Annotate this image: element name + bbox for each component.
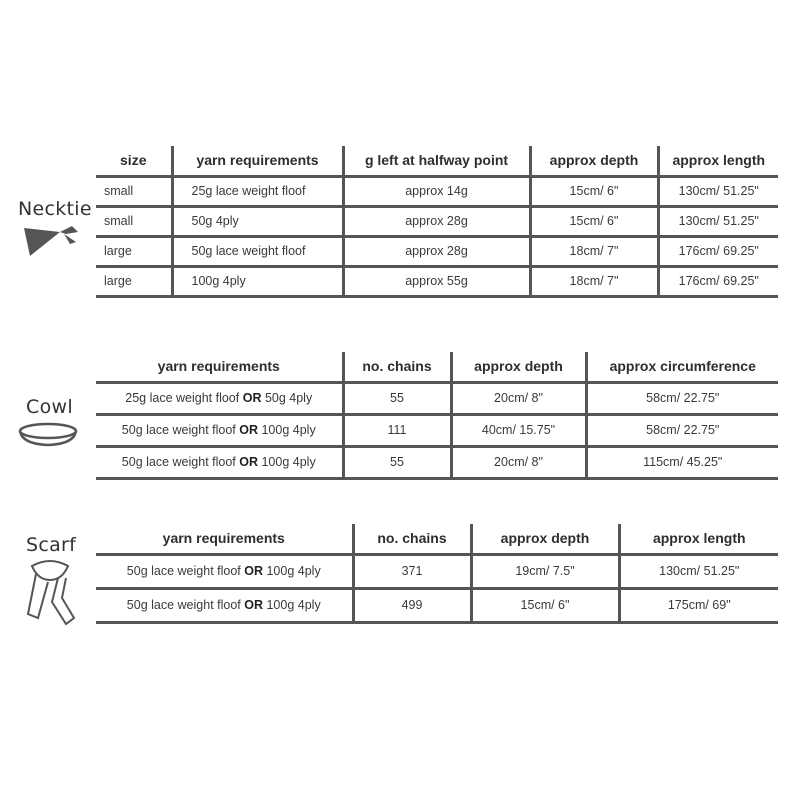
chains-cell: 111 bbox=[343, 414, 451, 446]
length-cell: 130cm/ 51.25" bbox=[658, 206, 778, 236]
or-word: OR bbox=[239, 423, 258, 437]
scarf-table bbox=[96, 524, 778, 624]
header-no-chains: no. chains bbox=[343, 352, 451, 382]
header-approx-depth: approx depth bbox=[451, 352, 586, 382]
table-row bbox=[96, 382, 778, 414]
or-word: OR bbox=[244, 564, 263, 578]
table-row bbox=[96, 176, 778, 206]
yarn-cell: 50g lace weight floof bbox=[172, 236, 343, 266]
depth-cell: 15cm/ 6" bbox=[530, 206, 658, 236]
yarn-cell: 25g lace weight floof bbox=[172, 176, 343, 206]
g-left-cell: approx 55g bbox=[343, 266, 530, 296]
yarn-option-b: 100g 4ply bbox=[261, 423, 316, 437]
table-row bbox=[96, 414, 778, 446]
necktie-bandana-icon bbox=[18, 222, 82, 260]
length-cell: 176cm/ 69.25" bbox=[658, 266, 778, 296]
cowl-table bbox=[96, 352, 778, 480]
yarn-option-a: 25g lace weight floof bbox=[125, 391, 240, 405]
table-row bbox=[96, 206, 778, 236]
yarn-option-a: 50g lace weight floof bbox=[121, 423, 236, 437]
size-cell: small bbox=[96, 176, 172, 206]
header-yarn-requirements: yarn requirements bbox=[96, 352, 343, 382]
header-g-left-halfway: g left at halfway point bbox=[343, 146, 530, 176]
header-approx-circumference: approx circumference bbox=[586, 352, 778, 382]
depth-cell: 18cm/ 7" bbox=[530, 266, 658, 296]
g-left-cell: approx 28g bbox=[343, 206, 530, 236]
header-yarn-requirements: yarn requirements bbox=[172, 146, 343, 176]
table-row bbox=[96, 446, 778, 478]
cowl-icon bbox=[16, 418, 80, 448]
table-row bbox=[96, 266, 778, 296]
yarn-cell bbox=[96, 446, 343, 478]
depth-cell: 19cm/ 7.5" bbox=[471, 554, 619, 588]
depth-cell: 40cm/ 15.75" bbox=[451, 414, 586, 446]
or-word: OR bbox=[244, 598, 263, 612]
yarn-option-a: 50g lace weight floof bbox=[126, 564, 241, 578]
yarn-option-a: 50g lace weight floof bbox=[121, 455, 236, 469]
g-left-cell: approx 14g bbox=[343, 176, 530, 206]
chains-cell: 55 bbox=[343, 446, 451, 478]
table-row bbox=[96, 236, 778, 266]
yarn-cell bbox=[96, 382, 343, 414]
chains-cell: 499 bbox=[353, 588, 471, 622]
necktie-label: Necktie bbox=[18, 198, 92, 220]
header-no-chains: no. chains bbox=[353, 524, 471, 554]
cowl-label: Cowl bbox=[26, 396, 73, 418]
length-cell: 175cm/ 69" bbox=[619, 588, 778, 622]
yarn-option-a: 50g lace weight floof bbox=[126, 598, 241, 612]
header-approx-length: approx length bbox=[658, 146, 778, 176]
size-cell: large bbox=[96, 266, 172, 296]
size-cell: large bbox=[96, 236, 172, 266]
depth-cell: 15cm/ 6" bbox=[530, 176, 658, 206]
header-size: size bbox=[96, 146, 172, 176]
size-cell: small bbox=[96, 206, 172, 236]
depth-cell: 15cm/ 6" bbox=[471, 588, 619, 622]
yarn-option-b: 100g 4ply bbox=[261, 455, 316, 469]
necktie-table bbox=[96, 146, 778, 298]
chains-cell: 55 bbox=[343, 382, 451, 414]
yarn-option-b: 100g 4ply bbox=[266, 564, 321, 578]
scarf-icon bbox=[22, 558, 78, 626]
circumference-cell: 58cm/ 22.75" bbox=[586, 382, 778, 414]
yarn-cell bbox=[96, 554, 353, 588]
table-row bbox=[96, 554, 778, 588]
circumference-cell: 115cm/ 45.25" bbox=[586, 446, 778, 478]
g-left-cell: approx 28g bbox=[343, 236, 530, 266]
header-approx-depth: approx depth bbox=[471, 524, 619, 554]
length-cell: 130cm/ 51.25" bbox=[619, 554, 778, 588]
header-approx-depth: approx depth bbox=[530, 146, 658, 176]
yarn-cell: 50g 4ply bbox=[172, 206, 343, 236]
header-yarn-requirements: yarn requirements bbox=[96, 524, 353, 554]
table-row bbox=[96, 588, 778, 622]
scarf-label: Scarf bbox=[26, 534, 77, 556]
yarn-cell bbox=[96, 414, 343, 446]
or-word: OR bbox=[239, 455, 258, 469]
depth-cell: 18cm/ 7" bbox=[530, 236, 658, 266]
depth-cell: 20cm/ 8" bbox=[451, 446, 586, 478]
header-approx-length: approx length bbox=[619, 524, 778, 554]
circumference-cell: 58cm/ 22.75" bbox=[586, 414, 778, 446]
yarn-option-b: 50g 4ply bbox=[264, 391, 313, 405]
yarn-option-b: 100g 4ply bbox=[266, 598, 321, 612]
or-word: OR bbox=[242, 391, 262, 405]
length-cell: 130cm/ 51.25" bbox=[658, 176, 778, 206]
chains-cell: 371 bbox=[353, 554, 471, 588]
length-cell: 176cm/ 69.25" bbox=[658, 236, 778, 266]
yarn-cell bbox=[96, 588, 353, 622]
depth-cell: 20cm/ 8" bbox=[451, 382, 586, 414]
yarn-cell: 100g 4ply bbox=[172, 266, 343, 296]
